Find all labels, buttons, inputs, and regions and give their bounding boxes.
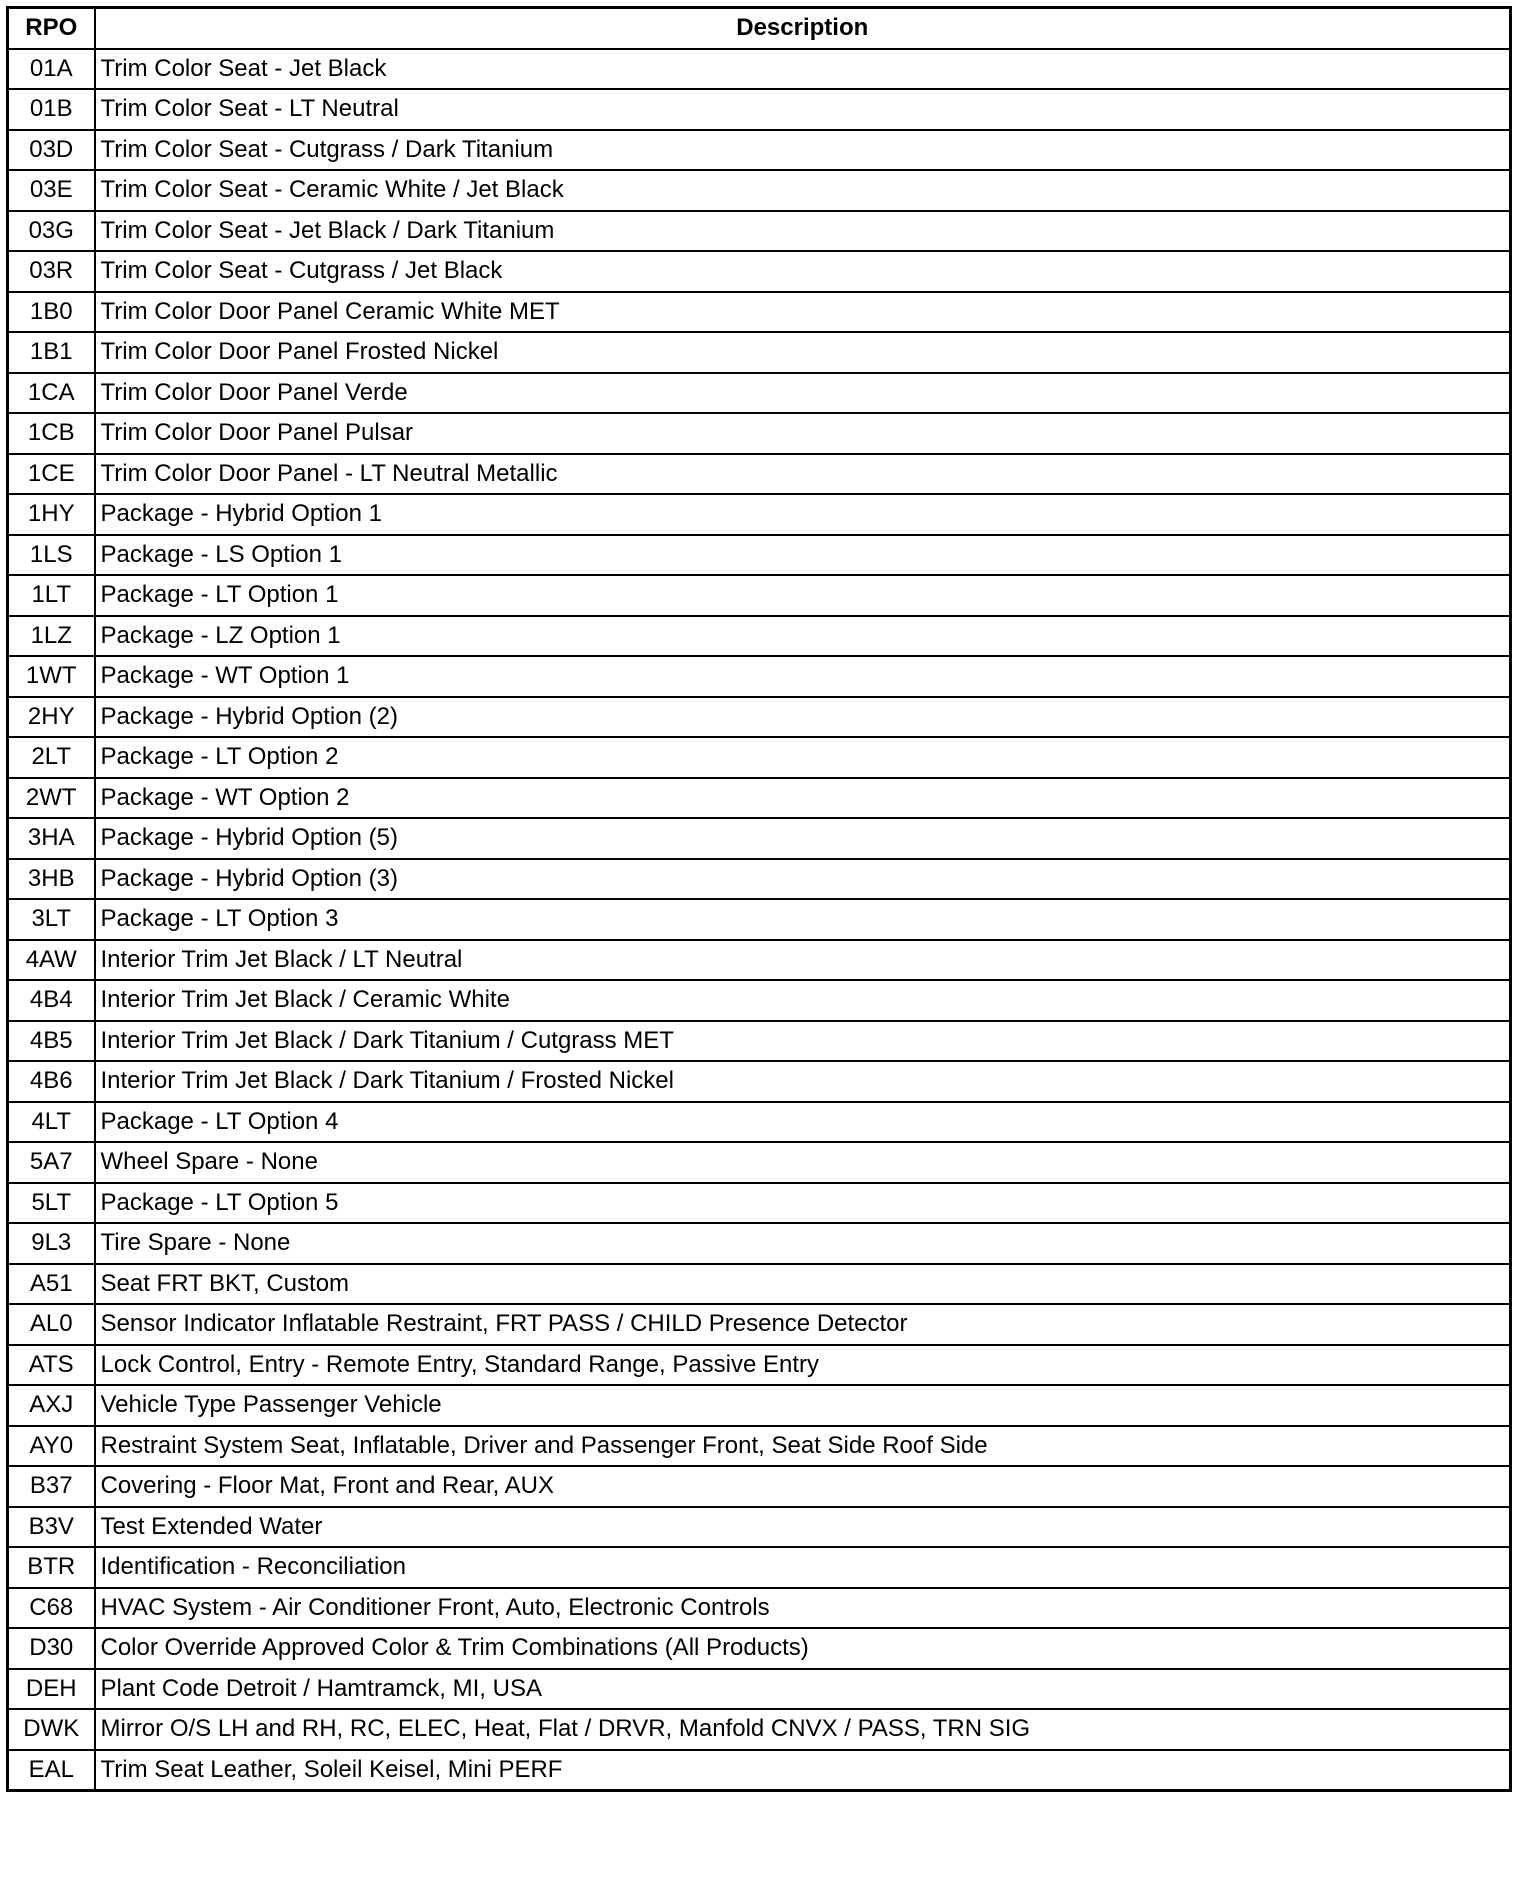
column-header-description: Description <box>95 8 1511 49</box>
description-cell: Package - LZ Option 1 <box>95 616 1511 657</box>
table-row <box>8 413 1511 454</box>
rpo-code-cell: 1CE <box>8 454 95 495</box>
description-cell: Interior Trim Jet Black / LT Neutral <box>95 940 1511 981</box>
description-cell: Wheel Spare - None <box>95 1142 1511 1183</box>
description-cell: Trim Color Door Panel Verde <box>95 373 1511 414</box>
description-cell: Trim Color Door Panel Ceramic White MET <box>95 292 1511 333</box>
rpo-code-cell: EAL <box>8 1750 95 1791</box>
rpo-code-cell: 4B4 <box>8 980 95 1021</box>
rpo-code-cell: ATS <box>8 1345 95 1386</box>
description-cell: Trim Color Door Panel - LT Neutral Metallic <box>95 454 1511 495</box>
table-row <box>8 940 1511 981</box>
table-row <box>8 1466 1511 1507</box>
description-cell: HVAC System - Air Conditioner Front, Auto, Electronic Controls <box>95 1588 1511 1629</box>
table-row <box>8 656 1511 697</box>
rpo-code-cell: 1CA <box>8 373 95 414</box>
description-cell: Mirror O/S LH and RH, RC, ELEC, Heat, Flat / DRVR, Manfold CNVX / PASS, TRN SIG <box>95 1709 1511 1750</box>
table-row <box>8 980 1511 1021</box>
table-row <box>8 1183 1511 1224</box>
rpo-code-cell: 4AW <box>8 940 95 981</box>
description-cell: Vehicle Type Passenger Vehicle <box>95 1385 1511 1426</box>
description-cell: Identification - Reconciliation <box>95 1547 1511 1588</box>
rpo-code-cell: 03R <box>8 251 95 292</box>
rpo-code-cell: 1LZ <box>8 616 95 657</box>
table-row <box>8 818 1511 859</box>
rpo-code-cell: 3HA <box>8 818 95 859</box>
table-row <box>8 1021 1511 1062</box>
rpo-code-cell: AXJ <box>8 1385 95 1426</box>
description-cell: Trim Color Seat - Cutgrass / Jet Black <box>95 251 1511 292</box>
table-row <box>8 778 1511 819</box>
table-row <box>8 211 1511 252</box>
table-row <box>8 859 1511 900</box>
table-row <box>8 1061 1511 1102</box>
rpo-code-cell: 1B0 <box>8 292 95 333</box>
description-cell: Restraint System Seat, Inflatable, Driver and Passenger Front, Seat Side Roof Side <box>95 1426 1511 1467</box>
rpo-code-cell: 5A7 <box>8 1142 95 1183</box>
table-row <box>8 1385 1511 1426</box>
rpo-code-cell: 1LT <box>8 575 95 616</box>
rpo-code-cell: 2WT <box>8 778 95 819</box>
table-row <box>8 535 1511 576</box>
rpo-code-cell: B37 <box>8 1466 95 1507</box>
description-cell: Package - LS Option 1 <box>95 535 1511 576</box>
description-cell: Plant Code Detroit / Hamtramck, MI, USA <box>95 1669 1511 1710</box>
description-cell: Interior Trim Jet Black / Ceramic White <box>95 980 1511 1021</box>
description-cell: Package - Hybrid Option (3) <box>95 859 1511 900</box>
rpo-code-cell: AY0 <box>8 1426 95 1467</box>
table-row <box>8 1304 1511 1345</box>
table-row <box>8 1547 1511 1588</box>
description-cell: Package - Hybrid Option (2) <box>95 697 1511 738</box>
description-cell: Package - LT Option 5 <box>95 1183 1511 1224</box>
rpo-code-cell: 3LT <box>8 899 95 940</box>
table-row <box>8 1223 1511 1264</box>
rpo-code-cell: 9L3 <box>8 1223 95 1264</box>
description-cell: Trim Color Seat - LT Neutral <box>95 89 1511 130</box>
description-cell: Trim Color Seat - Cutgrass / Dark Titanium <box>95 130 1511 171</box>
table-row <box>8 1588 1511 1629</box>
description-cell: Test Extended Water <box>95 1507 1511 1548</box>
table-row <box>8 899 1511 940</box>
rpo-code-cell: 01B <box>8 89 95 130</box>
description-cell: Sensor Indicator Inflatable Restraint, FRT PASS / CHILD Presence Detector <box>95 1304 1511 1345</box>
description-cell: Tire Spare - None <box>95 1223 1511 1264</box>
description-cell: Interior Trim Jet Black / Dark Titanium / Frosted Nickel <box>95 1061 1511 1102</box>
rpo-code-cell: 4LT <box>8 1102 95 1143</box>
rpo-code-cell: D30 <box>8 1628 95 1669</box>
table-row <box>8 1709 1511 1750</box>
table-row <box>8 1628 1511 1669</box>
description-cell: Package - Hybrid Option 1 <box>95 494 1511 535</box>
table-row <box>8 1102 1511 1143</box>
table-row <box>8 130 1511 171</box>
rpo-code-cell: 1WT <box>8 656 95 697</box>
description-cell: Package - LT Option 4 <box>95 1102 1511 1143</box>
rpo-code-cell: 03D <box>8 130 95 171</box>
table-row <box>8 89 1511 130</box>
rpo-code-cell: AL0 <box>8 1304 95 1345</box>
rpo-code-cell: 2HY <box>8 697 95 738</box>
description-cell: Trim Color Seat - Ceramic White / Jet Black <box>95 170 1511 211</box>
rpo-code-cell: 4B5 <box>8 1021 95 1062</box>
table-row <box>8 49 1511 90</box>
table-body <box>8 49 1511 1791</box>
description-cell: Trim Color Seat - Jet Black / Dark Titanium <box>95 211 1511 252</box>
table-row <box>8 1750 1511 1791</box>
table-row <box>8 332 1511 373</box>
table-row <box>8 292 1511 333</box>
table-row <box>8 1507 1511 1548</box>
rpo-code-cell: 1LS <box>8 535 95 576</box>
description-cell: Package - LT Option 3 <box>95 899 1511 940</box>
description-cell: Covering - Floor Mat, Front and Rear, AUX <box>95 1466 1511 1507</box>
rpo-code-cell: BTR <box>8 1547 95 1588</box>
table-row <box>8 170 1511 211</box>
description-cell: Trim Color Door Panel Pulsar <box>95 413 1511 454</box>
rpo-code-cell: 03E <box>8 170 95 211</box>
table-header-row <box>8 8 1511 49</box>
table-row <box>8 575 1511 616</box>
table-row <box>8 1264 1511 1305</box>
description-cell: Trim Color Seat - Jet Black <box>95 49 1511 90</box>
rpo-code-cell: 3HB <box>8 859 95 900</box>
table-row <box>8 1669 1511 1710</box>
rpo-code-cell: C68 <box>8 1588 95 1629</box>
rpo-code-cell: 01A <box>8 49 95 90</box>
description-cell: Trim Color Door Panel Frosted Nickel <box>95 332 1511 373</box>
description-cell: Seat FRT BKT, Custom <box>95 1264 1511 1305</box>
rpo-code-table <box>6 6 1512 1792</box>
rpo-code-cell: 2LT <box>8 737 95 778</box>
rpo-code-cell: 1CB <box>8 413 95 454</box>
description-cell: Package - WT Option 1 <box>95 656 1511 697</box>
rpo-code-cell: B3V <box>8 1507 95 1548</box>
table-row <box>8 494 1511 535</box>
rpo-code-cell: DEH <box>8 1669 95 1710</box>
table-row <box>8 1426 1511 1467</box>
description-cell: Package - WT Option 2 <box>95 778 1511 819</box>
description-cell: Package - LT Option 1 <box>95 575 1511 616</box>
rpo-code-cell: 1B1 <box>8 332 95 373</box>
rpo-code-cell: 1HY <box>8 494 95 535</box>
table-row <box>8 616 1511 657</box>
rpo-code-cell: 03G <box>8 211 95 252</box>
table-row <box>8 373 1511 414</box>
description-cell: Package - Hybrid Option (5) <box>95 818 1511 859</box>
rpo-code-cell: 5LT <box>8 1183 95 1224</box>
column-header-rpo: RPO <box>8 8 95 49</box>
table-row <box>8 1345 1511 1386</box>
description-cell: Package - LT Option 2 <box>95 737 1511 778</box>
description-cell: Color Override Approved Color & Trim Combinations (All Products) <box>95 1628 1511 1669</box>
rpo-code-cell: A51 <box>8 1264 95 1305</box>
description-cell: Lock Control, Entry - Remote Entry, Standard Range, Passive Entry <box>95 1345 1511 1386</box>
description-cell: Trim Seat Leather, Soleil Keisel, Mini PERF <box>95 1750 1511 1791</box>
table-row <box>8 1142 1511 1183</box>
table-row <box>8 454 1511 495</box>
table-row <box>8 251 1511 292</box>
table-row <box>8 737 1511 778</box>
rpo-code-cell: DWK <box>8 1709 95 1750</box>
rpo-code-cell: 4B6 <box>8 1061 95 1102</box>
table-row <box>8 697 1511 738</box>
description-cell: Interior Trim Jet Black / Dark Titanium / Cutgrass MET <box>95 1021 1511 1062</box>
